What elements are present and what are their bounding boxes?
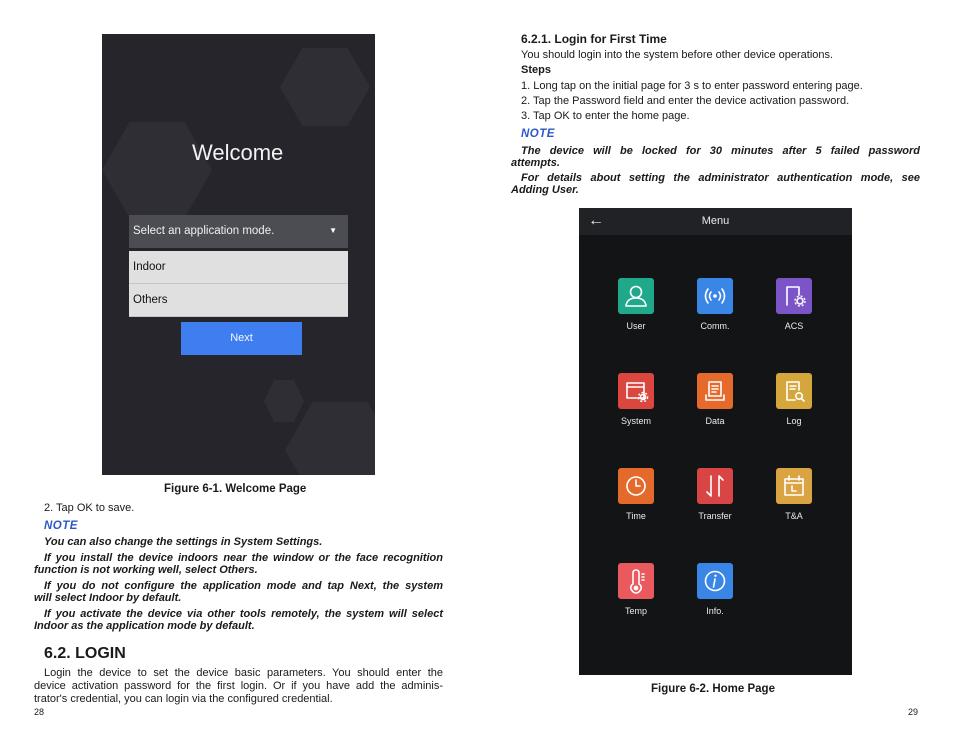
body-line: Login the device to set the device basic parameters. You should enter the bbox=[44, 667, 443, 679]
application-mode-placeholder: Select an application mode. bbox=[133, 225, 275, 237]
menu-tile-acs[interactable] bbox=[776, 278, 812, 314]
menu-title: Menu bbox=[701, 215, 730, 227]
step-text: 1. Long tap on the initial page for 3 s to enter password entering page. bbox=[521, 80, 863, 92]
menu-tile-label: T&A bbox=[785, 511, 803, 521]
figure-caption: Figure 6-2. Home Page bbox=[651, 683, 775, 695]
menu-tile-temp[interactable] bbox=[618, 563, 654, 599]
intro-text: You should login into the system before other device operations. bbox=[521, 49, 834, 61]
note-line: will select Indoor by default. bbox=[34, 592, 182, 604]
background-hexagon bbox=[285, 402, 375, 475]
menu-header bbox=[579, 208, 852, 235]
note-text bbox=[34, 580, 443, 604]
background-hexagon bbox=[264, 380, 304, 422]
page-number: 28 bbox=[34, 707, 45, 717]
note-heading: NOTE bbox=[44, 520, 78, 532]
note-line: If you do not configure the application mode and tap Next, the system bbox=[44, 580, 443, 592]
menu-tile-system[interactable] bbox=[618, 373, 654, 409]
note-line: attempts. bbox=[511, 157, 560, 169]
menu-tile-label: ACS bbox=[784, 321, 804, 331]
next-button[interactable]: Next bbox=[181, 322, 302, 355]
menu-tile-ta[interactable] bbox=[776, 468, 812, 504]
section-heading: 6.2. LOGIN bbox=[44, 645, 126, 662]
mode-option-others[interactable]: Others bbox=[129, 284, 348, 317]
figure-caption: Figure 6-1. Welcome Page bbox=[164, 483, 307, 495]
menu-tile-transfer[interactable] bbox=[697, 468, 733, 504]
welcome-title: Welcome bbox=[192, 140, 284, 165]
menu-tile-label: Transfer bbox=[698, 511, 732, 521]
note-text bbox=[511, 145, 920, 169]
note-line: Indoor as the application mode by default. bbox=[34, 620, 255, 632]
note-line: You can also change the settings in System Settings. bbox=[44, 536, 323, 548]
note-line: For details about setting the administrator authentication mode, see bbox=[521, 172, 920, 184]
note-line: function is not working well, select Others. bbox=[34, 564, 258, 576]
application-mode-select[interactable] bbox=[129, 215, 348, 248]
menu-tile-label: Comm. bbox=[700, 321, 730, 331]
section-body bbox=[34, 667, 443, 706]
note-text bbox=[511, 172, 920, 196]
steps-heading: Steps bbox=[521, 64, 551, 76]
menu-tile-label: Data bbox=[705, 416, 725, 426]
menu-tile-time[interactable] bbox=[618, 468, 654, 504]
step-text: 3. Tap OK to enter the home page. bbox=[521, 110, 690, 122]
menu-tile-label: User bbox=[626, 321, 646, 331]
step-text: 2. Tap OK to save. bbox=[44, 502, 135, 514]
menu-tile-label: Log bbox=[786, 416, 802, 426]
body-line: device activation password for the first login. Or if you have add the adminis- bbox=[34, 680, 443, 692]
menu-tile-log[interactable] bbox=[776, 373, 812, 409]
note-line: The device will be locked for 30 minutes after 5 failed password bbox=[521, 145, 920, 157]
subsection-heading: 6.2.1. Login for First Time bbox=[521, 32, 667, 46]
note-text bbox=[34, 552, 443, 576]
menu-tile-user[interactable] bbox=[618, 278, 654, 314]
menu-tile-info[interactable] bbox=[697, 563, 733, 599]
step-text: 2. Tap the Password field and enter the device activation password. bbox=[521, 95, 850, 107]
note-text bbox=[44, 536, 443, 548]
note-line: Adding User. bbox=[511, 184, 579, 196]
note-line: If you install the device indoors near the window or the face recognition bbox=[44, 552, 443, 564]
background-hexagon bbox=[280, 48, 370, 126]
menu-tile-label: Info. bbox=[706, 606, 724, 616]
welcome-page-figure bbox=[102, 34, 375, 475]
note-line: If you activate the device via other tools remotely, the system will select bbox=[44, 608, 443, 620]
background-hexagon bbox=[102, 122, 212, 218]
menu-tile-label: Temp bbox=[624, 606, 647, 616]
menu-tile-label: System bbox=[620, 416, 651, 426]
menu-tile-comm[interactable] bbox=[697, 278, 733, 314]
menu-tile-data[interactable] bbox=[697, 373, 733, 409]
body-line: trator's credential, you can login via the configured credential. bbox=[34, 693, 333, 705]
menu-tile-label: Time bbox=[626, 511, 646, 521]
mode-option-indoor[interactable]: Indoor bbox=[129, 251, 348, 284]
page-number: 29 bbox=[908, 707, 919, 717]
note-text bbox=[34, 608, 443, 632]
dropdown-caret-icon: ▼ bbox=[329, 226, 337, 235]
home-page-figure bbox=[579, 208, 852, 675]
note-heading: NOTE bbox=[521, 128, 555, 140]
arrow-left-icon[interactable]: ← bbox=[588, 212, 604, 229]
